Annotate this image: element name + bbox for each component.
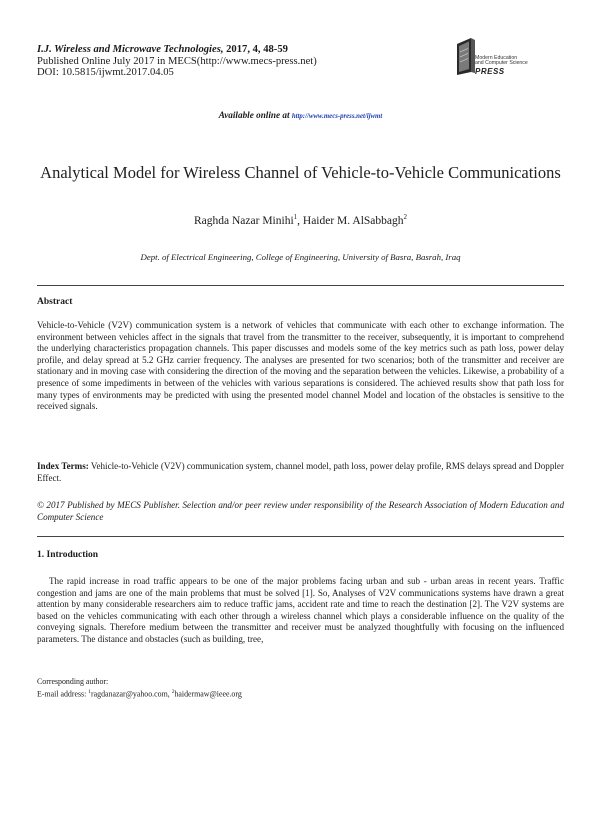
journal-header <box>37 44 317 79</box>
affiliation: Dept. of Electrical Engineering, College of Engineering, University of Basra, Basrah, Iraq <box>140 252 461 262</box>
email-1-sup: 1 <box>88 689 92 695</box>
email-1: ragdanazar@yahoo.com, <box>91 689 172 699</box>
email-prefix: E-mail address: <box>37 689 89 699</box>
logo-text <box>475 56 528 76</box>
doi: DOI: 10.5815/ijwmt.2017.04.05 <box>37 67 174 78</box>
logo-line-2: and Computer Science <box>475 60 528 67</box>
authors <box>0 213 601 227</box>
author-sep: , <box>297 214 303 227</box>
author-2-sup: 2 <box>403 213 407 221</box>
intro-heading: 1. Introduction <box>37 550 99 560</box>
publisher-logo <box>455 36 565 82</box>
author-2: Haider M. AlSabbagh <box>302 214 404 227</box>
journal-url-link[interactable]: http://www.mecs-press.net/ijwmt <box>291 113 383 120</box>
email-2-sup: 2 <box>171 689 175 695</box>
divider-bottom <box>37 536 564 537</box>
index-terms-label: Index Terms: <box>37 461 89 471</box>
divider-top <box>37 285 564 286</box>
available-online <box>0 110 601 120</box>
published-online: Published Online July 2017 in MECS(http://www.mecs-press.net) <box>37 55 317 67</box>
index-terms-text: Vehicle-to-Vehicle (V2V) communication system, channel model, path loss, power delay profile, RMS delays spread and Doppler Effect. <box>37 461 564 483</box>
journal-issue: 2017, 4, 48-59 <box>223 44 288 55</box>
intro-text: The rapid increase in road traffic appears to be one of the major problems facing urban and sub - urban areas in recent years. Traffic congestion and jams are one of the main problems that must be solved [1]. So, Analyses of V2V communications systems have drawn a great attention by many considerable researchers aim to reduce traffic jams, accident rate and time to reach the destination [2]. The V2V systems are based on the vehicles communicating with each other through a wireless channel which plays a considerable influence on the quality of the conveying signals. Therefore medium between the transmitter and receiver must be analyzed thoughtfully with focusing on the influenced parameters. The distance and obstacles (such as building, tree, <box>37 576 564 644</box>
journal-citation <box>37 44 317 56</box>
email-2: haidermaw@ieee.org <box>174 689 242 699</box>
footnote-emails <box>37 687 242 700</box>
logo-line-1: Modern Education <box>475 55 518 61</box>
book-stack-icon <box>455 36 477 76</box>
author-1: Raghda Nazar Minihi <box>194 214 294 227</box>
copyright-notice: © 2017 Published by MECS Publisher. Selection and/or peer review under responsibility of the Research Association of Modern Education and Computer Science <box>37 500 564 522</box>
journal-name: I.J. Wireless and Microwave Technologies, <box>37 44 224 55</box>
corresponding-author-footnote <box>37 677 242 700</box>
abstract-heading: Abstract <box>37 297 73 307</box>
author-1-sup: 1 <box>293 213 298 221</box>
footnote-label: Corresponding author: <box>37 677 109 686</box>
logo-press: PRESS <box>475 66 505 76</box>
abstract-text: Vehicle-to-Vehicle (V2V) communication system is a network of vehicles that communicate with each other to exchange information. The environment between vehicles affect in the signals that travel from the transmitter to the receiver, subsequently, it is important to comprehend the underlying characteristics propagation channels. This paper discusses and models some of the key metrics such as path loss, power delay profile, and delay spread at 5.2 GHz carrier frequency. The analyses are presented for two scenarios; both of the transmitter and receiver are stationary and in moving case with considering the direction of the moving and the separation between the vehicles. Likewise, a probability of a presence of some impediments in between of the vehicles with various separations is considered. The achieved results show that path loss for many types of environments may be predicted with using the presented model channel Model and location of the obstacles is sensitive to the received signals. <box>37 320 564 412</box>
available-label: Available online at <box>218 110 292 120</box>
paper-title: Analytical Model for Wireless Channel of Vehicle-to-Vehicle Communications <box>40 163 561 182</box>
index-terms <box>37 461 564 484</box>
